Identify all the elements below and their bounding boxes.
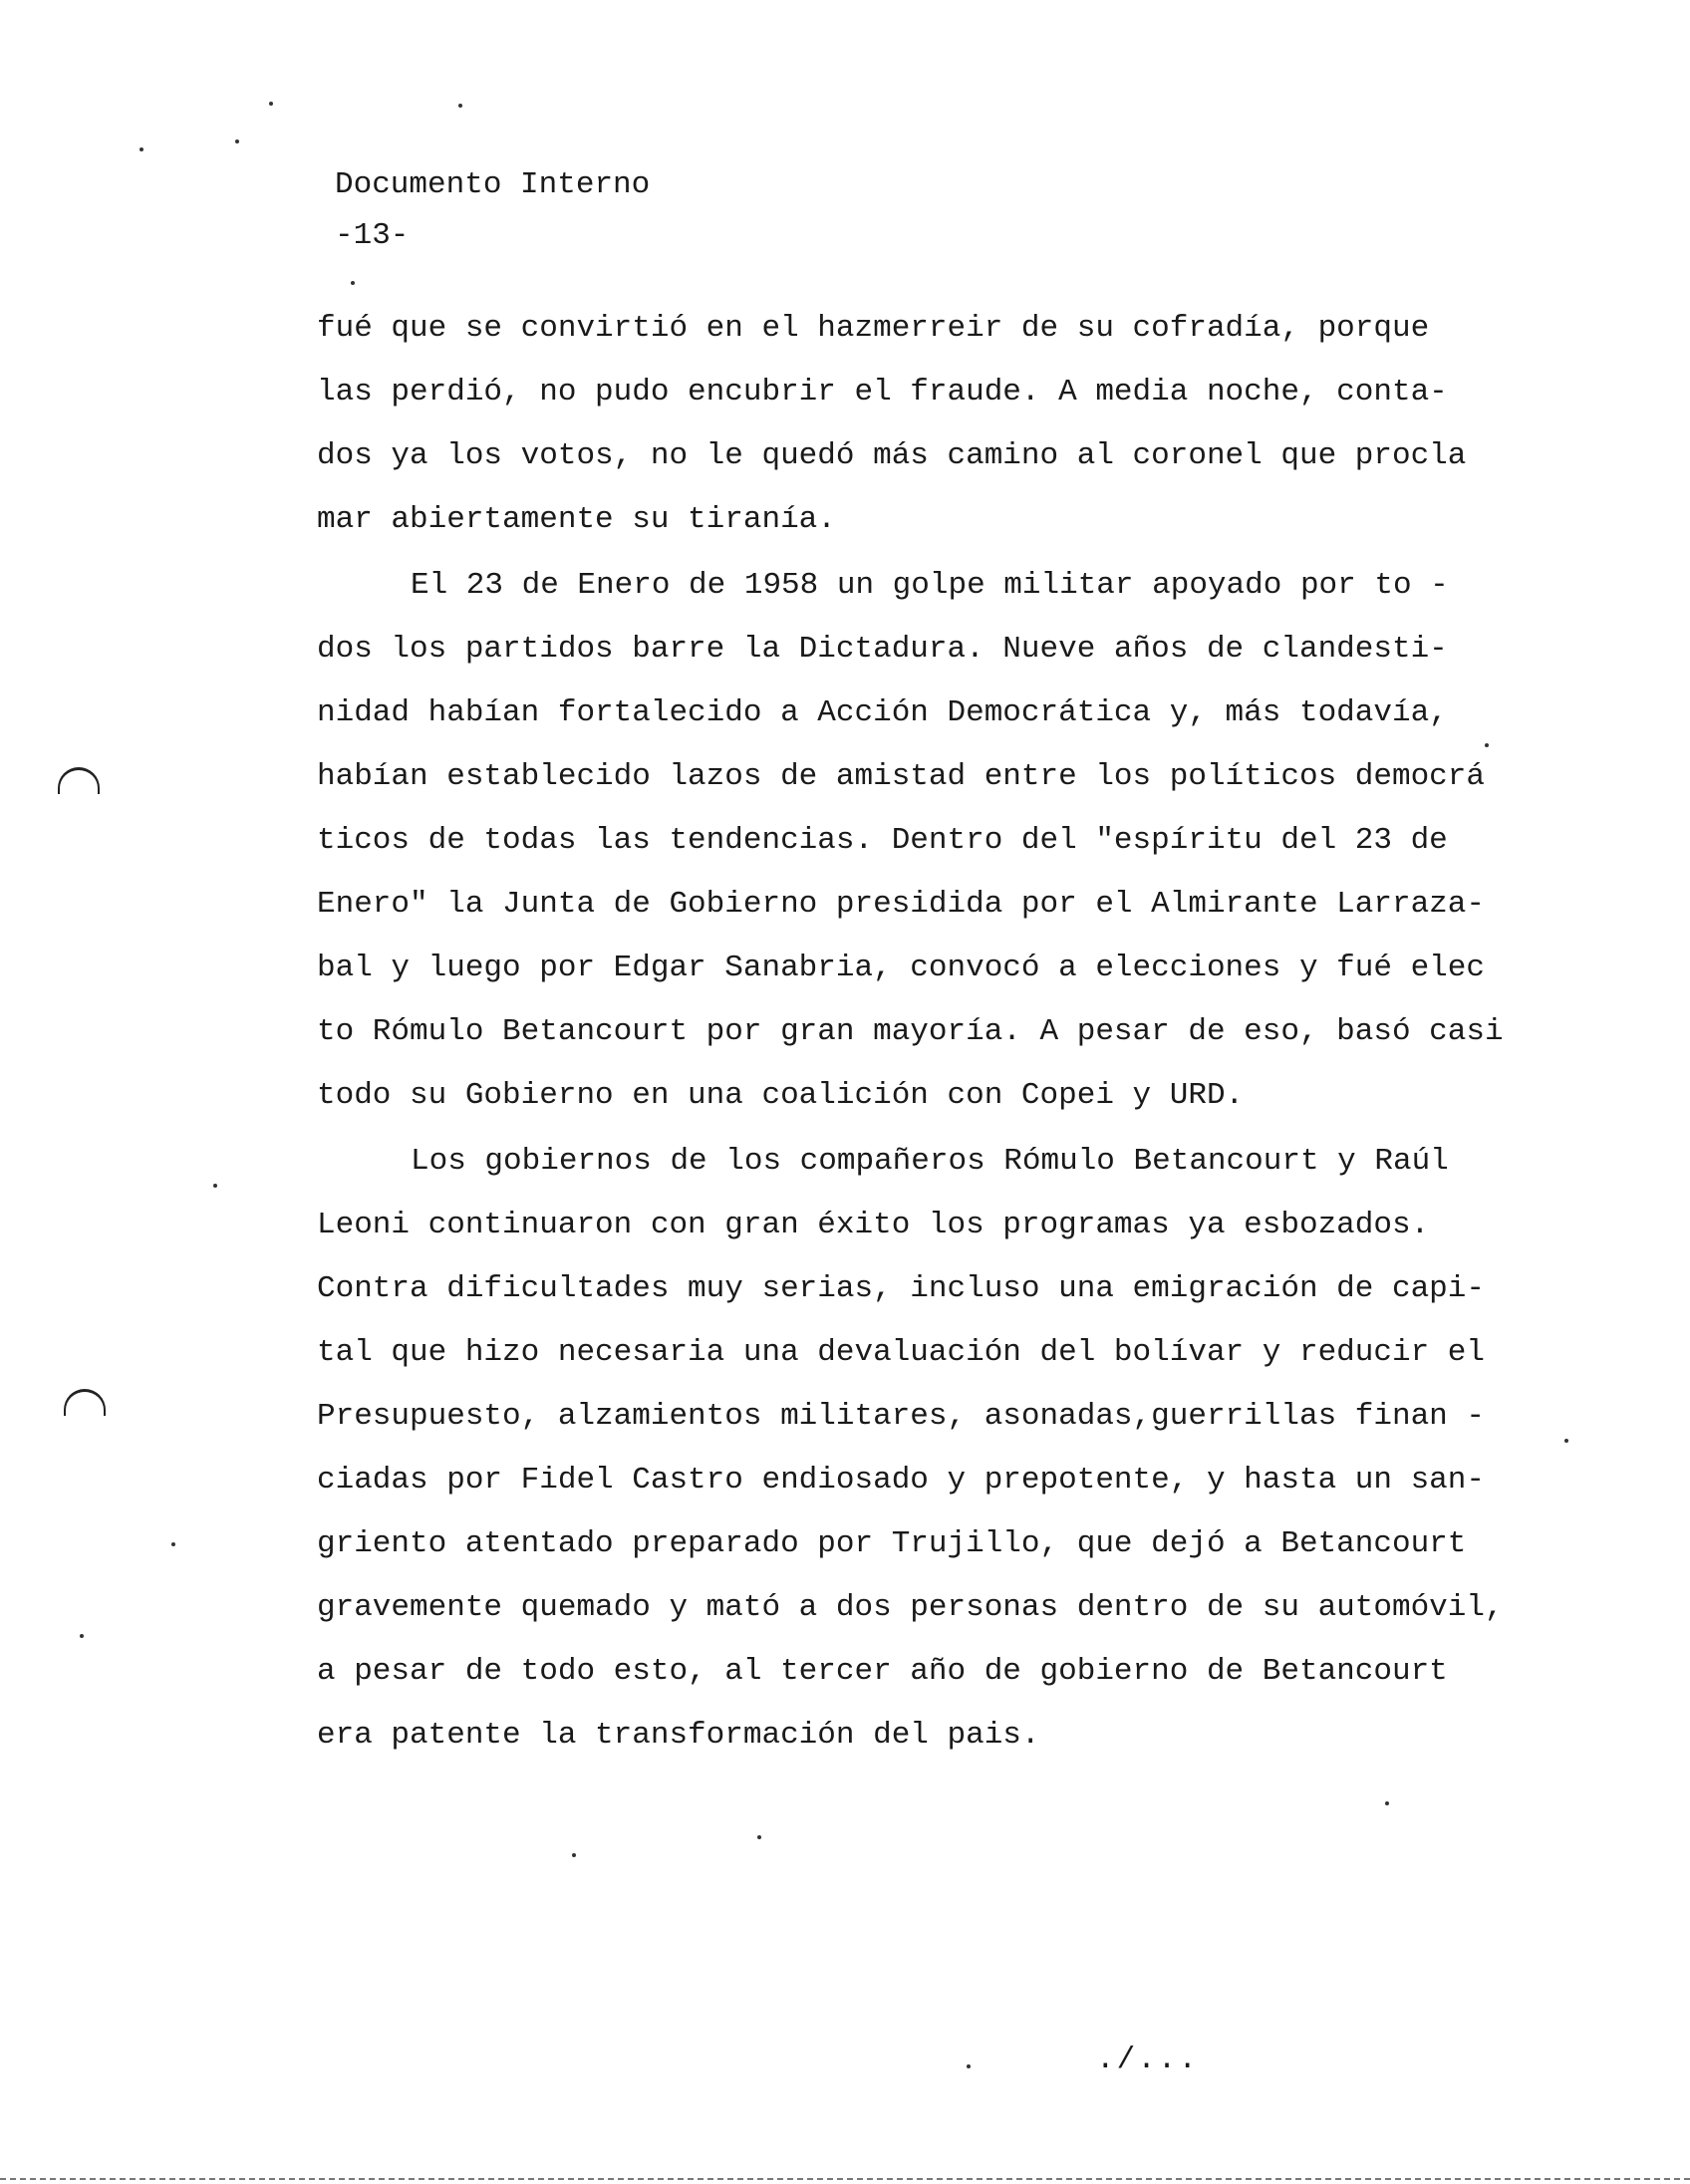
text-line: bal y luego por Edgar Sanabria, convocó a elecciones y fué elec (317, 951, 1485, 985)
scan-speck (967, 2064, 971, 2068)
text-line: Los gobiernos de los compañeros Rómulo Betancourt y Raúl (411, 1144, 1449, 1179)
text-line: griento atentado preparado por Trujillo, que dejó a Betancourt (317, 1526, 1467, 1561)
scan-speck (572, 1853, 576, 1857)
text-line: fué que se convirtió en el hazmerreir de su cofradía, porque (317, 311, 1430, 346)
text-line: to Rómulo Betancourt por gran mayoría. A pesar de eso, basó casi (317, 1014, 1504, 1049)
text-line: Enero" la Junta de Gobierno presidida por el Almirante Larraza- (317, 887, 1485, 922)
document-header (335, 159, 650, 261)
text-line: El 23 de Enero de 1958 un golpe militar apoyado por to - (411, 568, 1449, 603)
page-number: -13- (335, 218, 410, 253)
text-line: era patente la transformación del pais. (317, 1718, 1040, 1753)
scan-speck (1564, 1439, 1568, 1443)
scan-speck (235, 139, 239, 143)
text-line: a pesar de todo esto, al tercer año de gobierno de Betancourt (317, 1654, 1448, 1689)
scan-speck (80, 1634, 84, 1638)
text-line: dos los partidos barre la Dictadura. Nueve años de clandesti- (317, 632, 1448, 667)
scan-speck (171, 1542, 175, 1546)
scan-speck (458, 104, 462, 108)
scan-speck (1485, 743, 1489, 747)
text-line: ciadas por Fidel Castro endiosado y prepotente, y hasta un san- (317, 1463, 1485, 1498)
text-line: tal que hizo necesaria una devaluación del bolívar y reducir el (317, 1335, 1485, 1370)
paragraph-2 (317, 554, 1504, 1128)
text-line: nidad habían fortalecido a Acción Democrática y, más todavía, (317, 695, 1448, 730)
binder-ring-mark-icon (58, 767, 100, 794)
text-line: dos ya los votos, no le quedó más camino al coronel que procla (317, 438, 1467, 473)
scan-speck (140, 147, 143, 151)
text-line: Contra dificultades muy serias, incluso una emigración de capi- (317, 1271, 1485, 1306)
text-line: gravemente quemado y mató a dos personas dentro de su automóvil, (317, 1590, 1504, 1625)
binder-ring-mark-icon (64, 1389, 106, 1416)
text-line: Presupuesto, alzamientos militares, asonadas,guerrillas finan - (317, 1399, 1485, 1434)
paragraph-3 (317, 1130, 1504, 1768)
text-line: las perdió, no pudo encubrir el fraude. A media noche, conta- (317, 375, 1448, 410)
text-line: mar abiertamente su tiranía. (317, 502, 836, 537)
scan-speck (1385, 1801, 1389, 1805)
document-body (317, 297, 1504, 1768)
text-line: Leoni continuaron con gran éxito los programas ya esbozados. (317, 1208, 1430, 1242)
scan-speck (757, 1835, 761, 1839)
scan-speck (213, 1184, 217, 1188)
scan-speck (269, 102, 273, 106)
paragraph-1 (317, 297, 1467, 552)
continuation-mark: ./... (1096, 2043, 1200, 2077)
text-line: habían establecido lazos de amistad entre los políticos democrá (317, 759, 1485, 794)
scan-edge-line (0, 2178, 1690, 2180)
scan-speck (351, 281, 355, 285)
document-title: Documento Interno (335, 167, 651, 202)
text-line: todo su Gobierno en una coalición con Copei y URD. (317, 1078, 1245, 1113)
text-line: ticos de todas las tendencias. Dentro del "espíritu del 23 de (317, 823, 1448, 858)
